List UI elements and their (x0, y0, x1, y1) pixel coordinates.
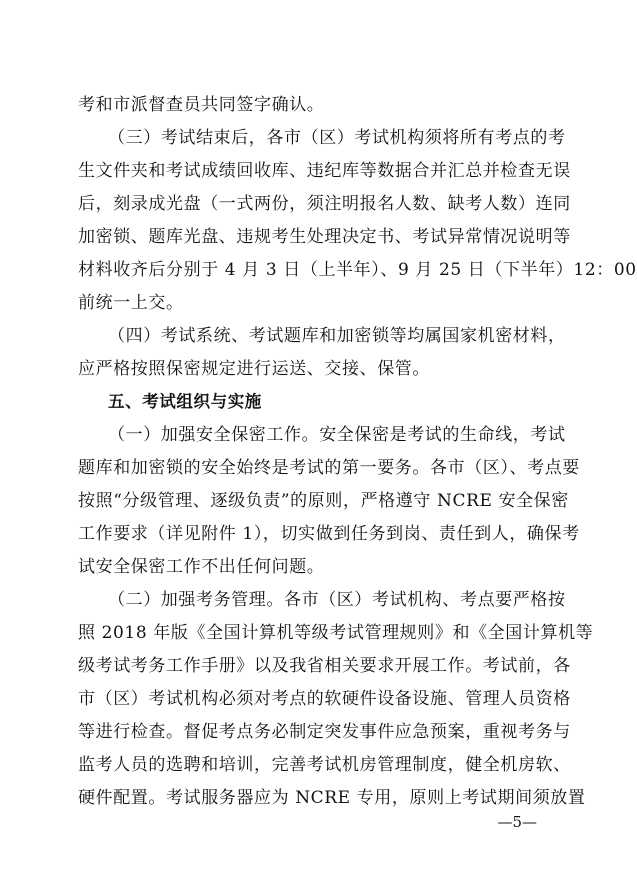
paragraph-line: 试安全保密工作不出任何问题。 (78, 557, 325, 577)
page-number: —5— (497, 813, 537, 831)
paragraph-line: （二）加强考务管理。各市（区）考试机构、考点要严格按 (108, 590, 566, 610)
paragraph-line: 监考人员的选聘和培训，完善考试机房管理制度，健全机房软、 (78, 755, 571, 775)
paragraph-line: 生文件夹和考试成绩回收库、违纪库等数据合并汇总并检查无误 (78, 161, 571, 181)
paragraph-line: （三）考试结束后，各市（区）考试机构须将所有考点的考 (108, 128, 566, 148)
paragraph-line: 工作要求（详见附件 1），切实做到任务到岗、责任到人，确保考 (78, 524, 580, 544)
paragraph-line: 应严格按照保密规定进行运送、交接、保管。 (78, 359, 430, 379)
paragraph-line: 级考试考务工作手册》以及我省相关要求开展工作。考试前，各 (78, 656, 571, 676)
paragraph-line: （一）加强安全保密工作。安全保密是考试的生命线，考试 (108, 425, 566, 445)
paragraph-line: 硬件配置。考试服务器应为 NCRE 专用，原则上考试期间须放置 (78, 788, 586, 808)
paragraph-line: 市（区）考试机构必须对考点的软硬件设备设施、管理人员资格 (78, 689, 571, 709)
paragraph-line: 加密锁、题库光盘、违规考生处理决定书、考试异常情况说明等 (78, 227, 571, 247)
paragraph-line: 按照“分级管理、逐级负责”的原则，严格遵守 NCRE 安全保密 (78, 491, 569, 511)
paragraph-line: 等进行检查。督促考点务必制定突发事件应急预案，重视考务与 (78, 722, 571, 742)
paragraph-line: 前统一上交。 (78, 293, 184, 313)
paragraph-line: 照 2018 年版《全国计算机等级考试管理规则》和《全国计算机等 (78, 623, 594, 643)
section-heading: 五、考试组织与实施 (108, 392, 262, 411)
paragraph-line: （四）考试系统、考试题库和加密锁等均属国家机密材料， (108, 326, 566, 346)
paragraph-line: 考和市派督查员共同签字确认。 (78, 95, 325, 115)
paragraph-line: 后，刻录成光盘（一式两份，须注明报名人数、缺考人数）连同 (78, 194, 571, 214)
paragraph-line: 材料收齐后分别于 4 月 3 日（上半年）、9 月 25 日（下半年）12：00 (78, 260, 637, 280)
paragraph-line: 题库和加密锁的安全始终是考试的第一要务。各市（区）、考点要 (78, 458, 580, 478)
